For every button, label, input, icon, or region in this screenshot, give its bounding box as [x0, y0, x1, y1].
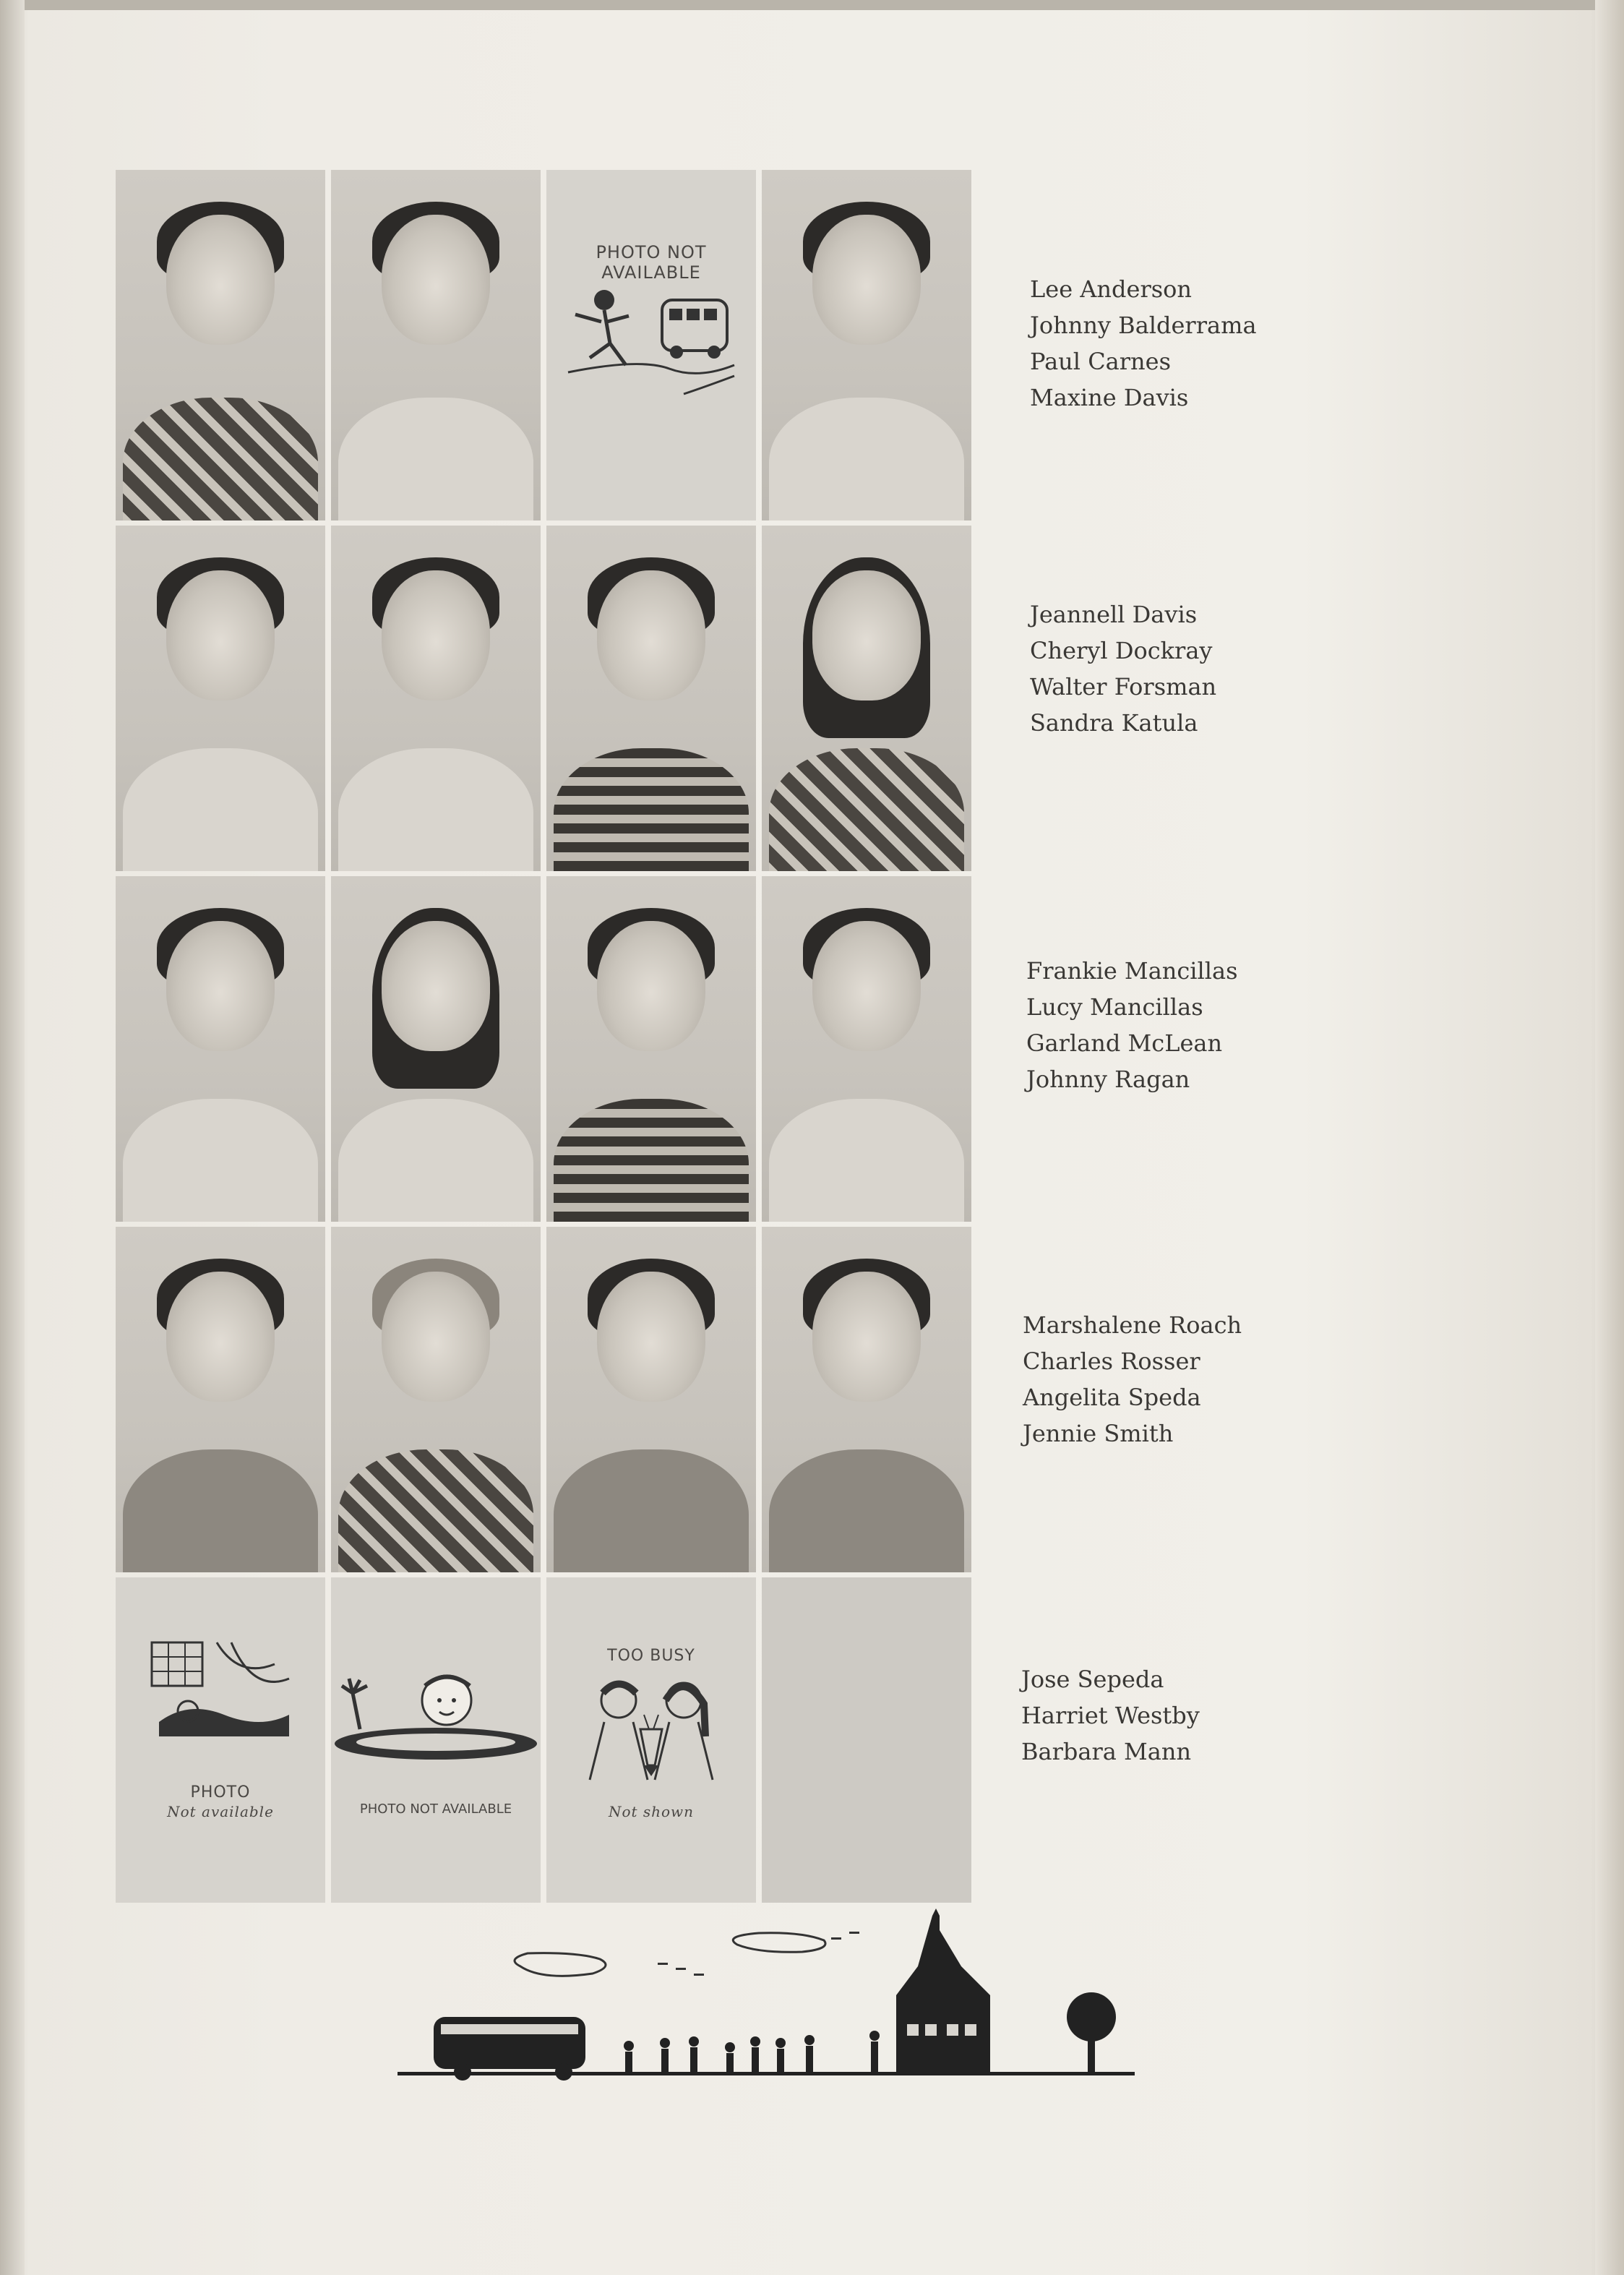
student-name: Sandra Katula	[1030, 709, 1198, 737]
photo-frankie-mancillas	[116, 876, 325, 1222]
blank-photo-slot	[762, 1577, 971, 1903]
names-row-4	[1023, 1307, 1242, 1452]
too-busy-label: TOO BUSY	[607, 1647, 695, 1665]
photo-not-available	[546, 170, 756, 520]
photo-jennie-smith	[762, 1227, 971, 1572]
illustration-too-busy	[546, 1577, 756, 1903]
photo-jeannell-davis	[116, 526, 325, 871]
student-name: Lucy Mancillas	[1026, 993, 1203, 1021]
photo-walter-forsman	[546, 526, 756, 871]
school-bus-scene-illustration	[398, 1908, 1135, 2096]
illustration-swimmer	[331, 1577, 541, 1903]
photo-label: PHOTO	[190, 1783, 251, 1801]
illustration-sleeping	[116, 1577, 325, 1903]
student-name: Cheryl Dockray	[1030, 637, 1213, 664]
sleeping-cartoon-icon	[145, 1635, 296, 1758]
student-name: Garland McLean	[1026, 1029, 1223, 1057]
student-name: Harriet Westby	[1021, 1702, 1200, 1729]
photo-johnny-ragan	[762, 876, 971, 1222]
student-name: Charles Rosser	[1023, 1348, 1200, 1375]
photo-charles-rosser	[331, 1227, 541, 1572]
student-name: Marshalene Roach	[1023, 1311, 1242, 1339]
photo-johnny-balderrama	[331, 170, 541, 520]
student-name: Johnny Ragan	[1026, 1066, 1190, 1093]
photo-lee-anderson	[116, 170, 325, 520]
names-row-5	[1021, 1661, 1200, 1770]
photo-marshalene-roach	[116, 1227, 325, 1572]
page-top-edge	[0, 0, 1624, 10]
photo-sandra-katula	[762, 526, 971, 871]
student-name: Johnny Balderrama	[1030, 312, 1257, 339]
bus-chase-illustration	[554, 278, 749, 423]
couple-soda-cartoon-icon	[575, 1671, 727, 1794]
student-name: Lee Anderson	[1030, 275, 1193, 303]
photo-angelita-speda	[546, 1227, 756, 1572]
student-name: Maxine Davis	[1030, 384, 1189, 411]
not-available-label: Not available	[167, 1803, 274, 1820]
photo-maxine-davis	[762, 170, 971, 520]
student-name: Paul Carnes	[1030, 348, 1172, 375]
names-row-1	[1030, 271, 1257, 416]
student-name: Barbara Mann	[1021, 1738, 1192, 1765]
photo-not-available-caps: PHOTO NOT AVAILABLE	[359, 1801, 512, 1817]
student-name: Jose Sepeda	[1021, 1666, 1164, 1693]
names-row-2	[1030, 596, 1216, 741]
page-right-edge	[1595, 0, 1624, 2275]
page-binding-edge	[0, 0, 25, 2275]
photo-cheryl-dockray	[331, 526, 541, 871]
photo-garland-mclean	[546, 876, 756, 1222]
not-shown-label: Not shown	[608, 1803, 695, 1820]
photo-lucy-mancillas	[331, 876, 541, 1222]
student-name: Walter Forsman	[1030, 673, 1217, 701]
student-name: Jeannell Davis	[1030, 601, 1198, 628]
photo-not-available-text: PHOTO NOT AVAILABLE	[596, 242, 707, 283]
student-name: Angelita Speda	[1023, 1384, 1201, 1411]
names-row-3	[1026, 953, 1238, 1097]
swimmer-cartoon-icon	[331, 1657, 541, 1773]
student-name: Frankie Mancillas	[1026, 957, 1238, 985]
student-name: Jennie Smith	[1023, 1420, 1174, 1447]
